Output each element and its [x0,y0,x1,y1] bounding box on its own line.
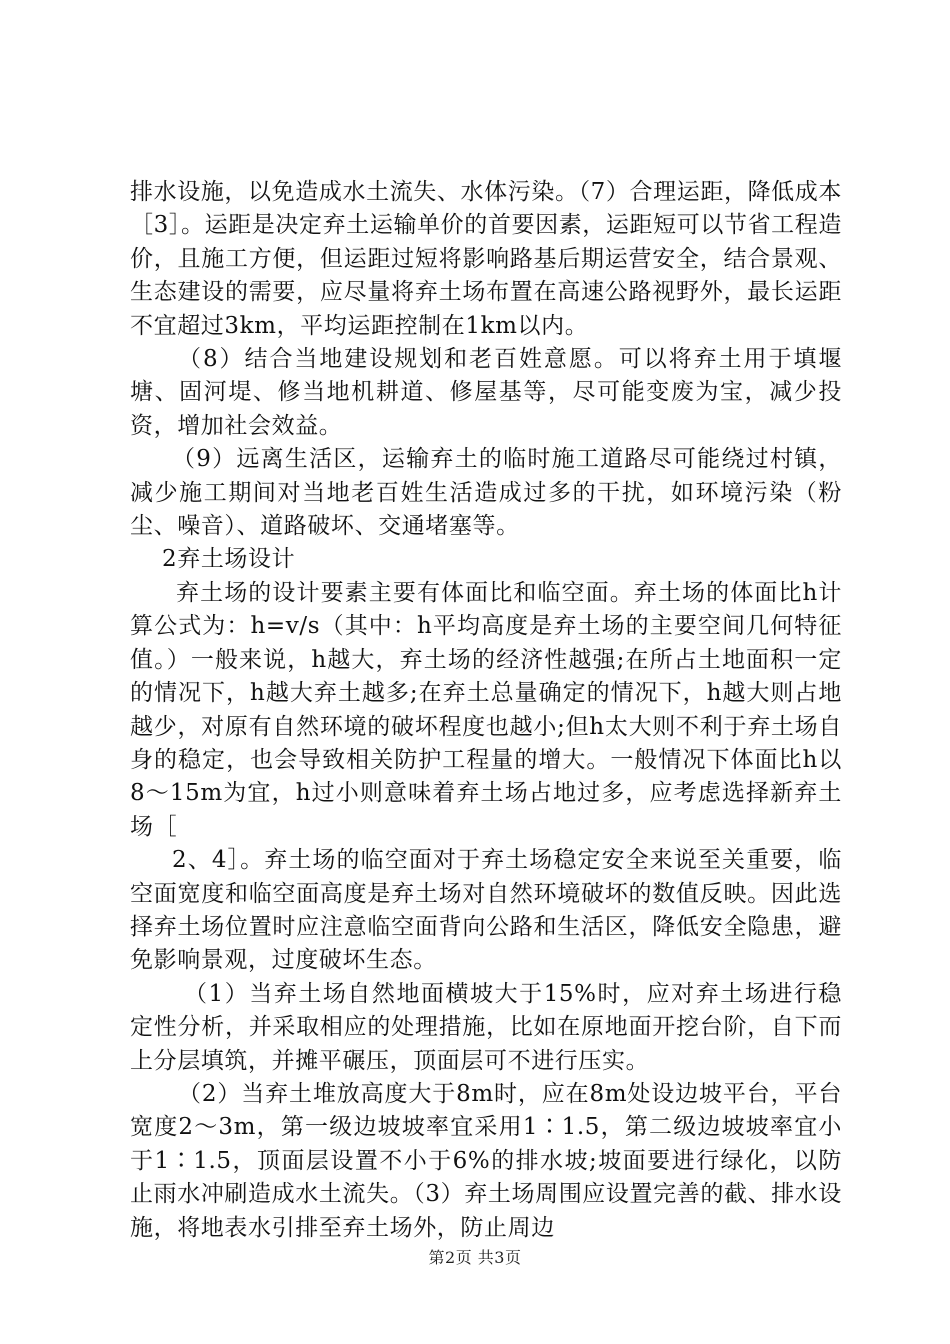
paragraph-free-face: 2、4］。弃土场的临空面对于弃土场稳定安全来说至关重要，临空面宽度和临空面高度是弃土场对自然环境破坏的数值反映。因此选择弃土场位置时应注意临空面背向公路和生活区，降低安全隐患，避免影响景观，过度破坏生态。 [130,847,842,974]
paragraph-item-8: （8）结合当地建设规划和老百姓意愿。可以将弃土用于填堰塘、固河堤、修当地机耕道、修屋基等，尽可能变废为宝，减少投资，增加社会效益。 [130,346,842,439]
paragraph-item-1: （1）当弃土场自然地面横坡大于15%时，应对弃土场进行稳定性分析，并采取相应的处理措施，比如在原地面开挖台阶，自下而上分层填筑，并摊平碾压，顶面层可不进行压实。 [130,980,842,1074]
section-heading-design: 2弃土场设计 [162,546,296,573]
paragraph-item-9: （9）远离生活区，运输弃土的临时施工道路尽可能绕过村镇，减少施工期间对当地老百姓生活造成过多的干扰，如环境污染（粉尘、噪音）、道路破坏、交通堵塞等。 [130,446,842,540]
page-number-footer: 第2页 共3页 [428,1248,522,1267]
paragraph-item-2: （2）当弃土堆放高度大于8m时，应在8m处设边坡平台，平台宽度2～3m，第一级边坡坡率宜采用1∶1.5，第二级边坡坡率宜小于1∶1.5，顶面层设置不小于6%的排水坡;坡面要进行绿化，以防止雨水冲刷造成水土流失。（3）弃土场周围应设置完善的截、排水设施，将地表水引排至弃土场外，防止周边 [130,1080,842,1241]
paragraph-design-elements: 弃土场的设计要素主要有体面比和临空面。弃土场的体面比h计算公式为：h=v/s（其中：h平均高度是弃土场的主要空间几何特征值。）一般来说，h越大，弃土场的经济性越强;在所占土地面积一定的情况下，h越大弃土越多;在弃土总量确定的情况下，h越大则占地越少，对原有自然环境的破坏程度也越小;但h太大则不利于弃土场自身的稳定，也会导致相关防护工程量的增大。一般情况下体面比h以8～15m为宜，h过小则意味着弃土场占地过多，应考虑选择新弃土场［ [130,579,842,840]
document-body [130,176,842,1245]
paragraph-drainage-distance: 排水设施，以免造成水土流失、水体污染。（7）合理运距，降低成本［3］。运距是决定弃土运输单价的首要因素，运距短可以节省工程造价，且施工方便，但运距过短将影响路基后期运营安全，结合景观、生态建设的需要，应尽量将弃土场布置在高速公路视野外，最长运距不宜超过3km，平均运距控制在1km以内。 [130,179,842,339]
